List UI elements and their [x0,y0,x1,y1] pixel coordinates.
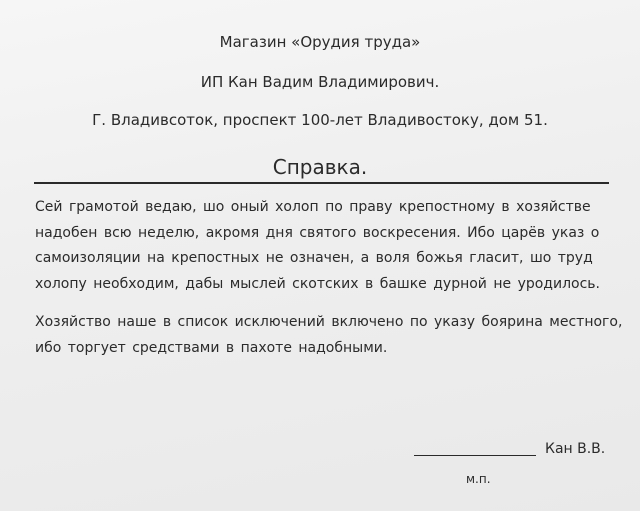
paragraph-1-line: самоизоляции на крепостных не означен, а воля божья гласит, шо труд [35,250,593,266]
paragraph-1-line: Сей грамотой ведаю, шо оный холоп по праву крепостному в хозяйстве [35,199,591,215]
paragraph-2-line: Хозяйство наше в список исключений включено по указу боярина местного, [35,314,623,330]
paragraph-1 [35,195,615,297]
paragraph-1-line: надобен всю неделю, акромя дня святого воскресения. Ибо царёв указ о [35,224,600,241]
paragraph-2-line: ибо торгует средствами в пахоте надобными. [35,339,388,356]
paragraph-2 [35,310,623,361]
paragraph-1-line: холопу необходим, дабы мыслей скотских в башке дурной не уродилось. [35,275,600,292]
signer-name: Кан В.В. [545,441,606,457]
signature-line [414,455,536,456]
store-name: Магазин «Орудия труда» [219,33,421,51]
store-address: Г. Владивсоток, проспект 100-лет Владивостоку, дом 51. [92,111,548,129]
seal-mark: м.п. [466,472,491,486]
document-title: Справка. [272,155,368,179]
title-underline [34,182,609,184]
owner-name: ИП Кан Вадим Владимирович. [200,73,440,91]
